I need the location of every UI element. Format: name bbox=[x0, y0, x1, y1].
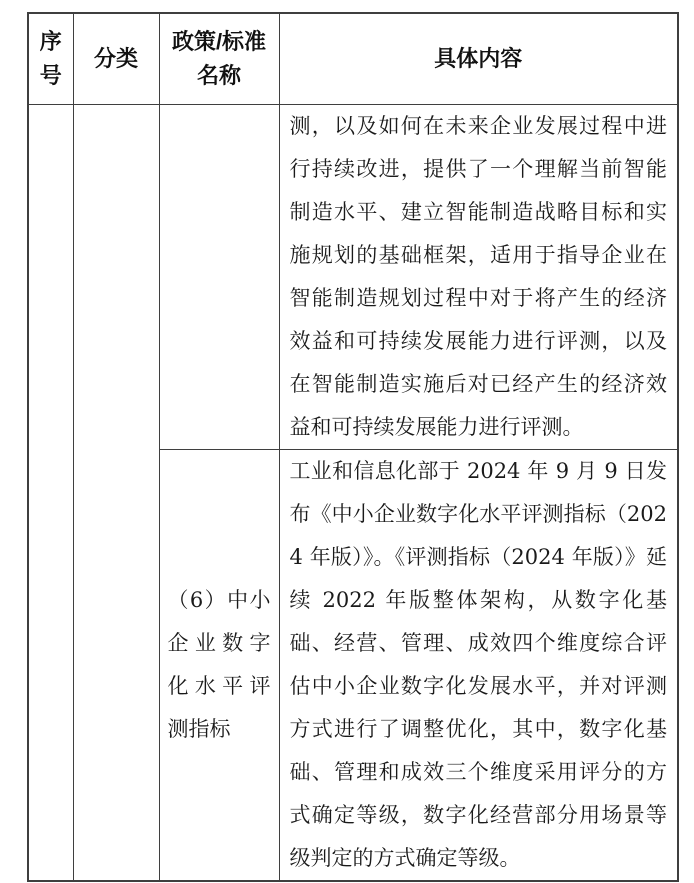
serial-number-cell bbox=[28, 105, 73, 882]
policy-standard-table bbox=[27, 12, 679, 882]
policy-name-cell bbox=[159, 105, 279, 450]
header-policy-standard-name: 政策/标准名称 bbox=[159, 13, 279, 105]
table-header-row bbox=[28, 13, 678, 105]
header-serial-number: 序号 bbox=[28, 13, 73, 105]
category-cell bbox=[73, 105, 159, 882]
header-category: 分类 bbox=[73, 13, 159, 105]
table-row bbox=[28, 105, 678, 450]
content-cell: 工业和信息化部于 2024 年 9 月 9 日发布《中小企业数字化水平评测指标（2024 年版）》。《评测指标（2024 年版）》延续 2022 年版整体架构，从数字化基础、经营、管理、成效四个维度综合评估中小企业数字化发展水平，并对评测方式进行了调整优化，其中，数字化基础、管理和成效三个维度采用评分的方式确定等级，数字化经营部分用场景等级判定的方式确定等级。 bbox=[279, 450, 678, 882]
content-cell: 测，以及如何在未来企业发展过程中进行持续改进，提供了一个理解当前智能制造水平、建立智能制造战略目标和实施规划的基础框架，适用于指导企业在智能制造规划过程中对于将产生的经济效益和可持续发展能力进行评测，以及在智能制造实施后对已经产生的经济效益和可持续发展能力进行评测。 bbox=[279, 105, 678, 450]
header-specific-content: 具体内容 bbox=[279, 13, 678, 105]
policy-name-cell: （6）中小企业数字化水平评测指标 bbox=[159, 450, 279, 882]
